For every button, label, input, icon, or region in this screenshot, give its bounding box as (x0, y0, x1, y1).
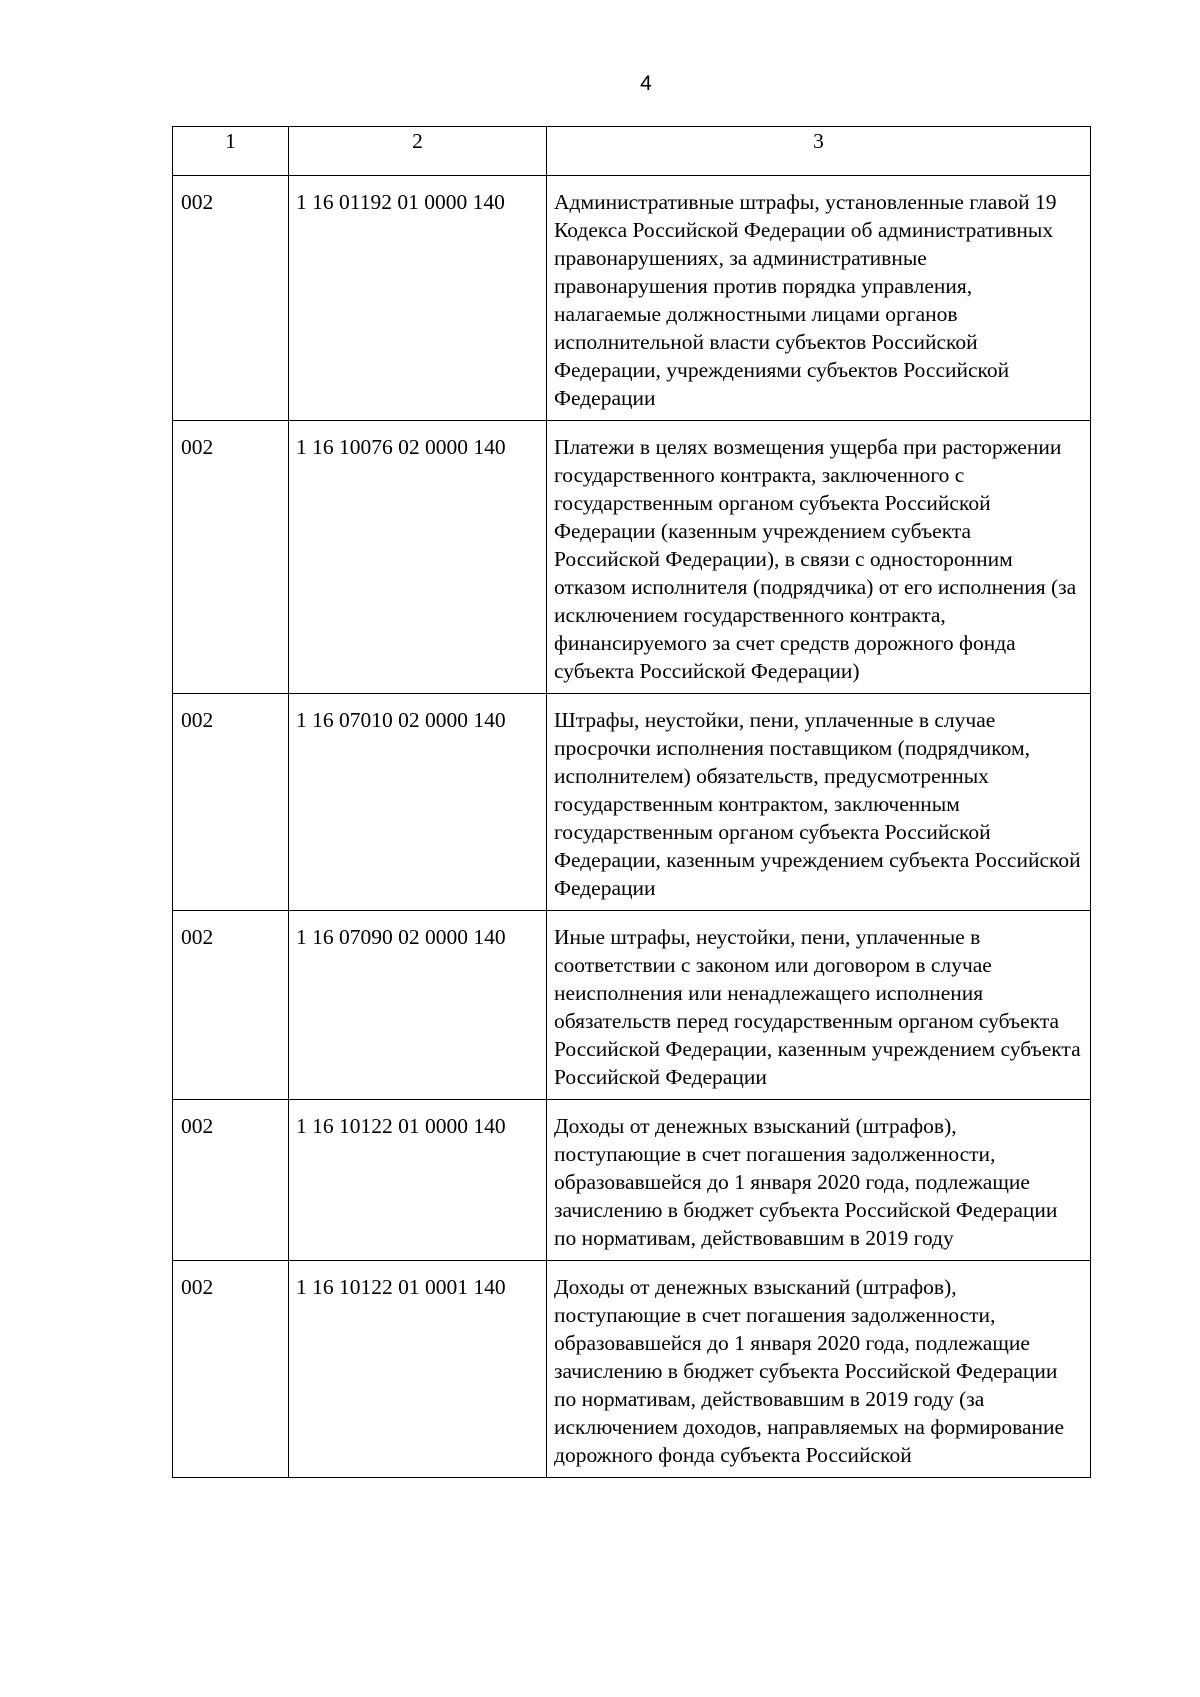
admin-code-cell: 002 (173, 176, 289, 421)
page-number: 4 (640, 72, 652, 95)
table-row (173, 176, 1091, 421)
admin-code-cell: 002 (173, 1261, 289, 1478)
description-cell: Платежи в целях возмещения ущерба при расторжении государственного контракта, заключенного с государственным органом субъекта Российской Федерации (казенным учреждением субъекта Российской Федерации), в связи с односторонним отказом исполнителя (подрядчика) от его исполнения (за исключением государственного контракта, финансируемого за счет средств дорожного фонда субъекта Российской Федерации) (547, 421, 1091, 694)
admin-code-cell: 002 (173, 421, 289, 694)
column-header-1: 1 (173, 127, 289, 176)
table-row (173, 911, 1091, 1100)
column-header-3: 3 (547, 127, 1091, 176)
table-row (173, 694, 1091, 911)
column-header-2: 2 (289, 127, 547, 176)
admin-code-cell: 002 (173, 911, 289, 1100)
admin-code-cell: 002 (173, 1100, 289, 1261)
table-row (173, 1100, 1091, 1261)
table-row (173, 421, 1091, 694)
table-header-row (173, 127, 1091, 176)
revenue-codes-table (172, 126, 1091, 1478)
admin-code-cell: 002 (173, 694, 289, 911)
kbk-code-cell: 1 16 01192 01 0000 140 (289, 176, 547, 421)
kbk-code-cell: 1 16 10122 01 0001 140 (289, 1261, 547, 1478)
kbk-code-cell: 1 16 07090 02 0000 140 (289, 911, 547, 1100)
description-cell: Административные штрафы, установленные главой 19 Кодекса Российской Федерации об административных правонарушениях, за административные правонарушения против порядка управления, налагаемые должностными лицами органов исполнительной власти субъектов Российской Федерации, учреждениями субъектов Российской Федерации (547, 176, 1091, 421)
table-row (173, 1261, 1091, 1478)
description-cell: Доходы от денежных взысканий (штрафов), поступающие в счет погашения задолженности, образовавшейся до 1 января 2020 года, подлежащие зачислению в бюджет субъекта Российской Федерации по нормативам, действовавшим в 2019 году (за исключением доходов, направляемых на формирование дорожного фонда субъекта Российской (547, 1261, 1091, 1478)
description-cell: Иные штрафы, неустойки, пени, уплаченные в соответствии с законом или договором в случае неисполнения или ненадлежащего исполнения обязательств перед государственным органом субъекта Российской Федерации, казенным учреждением субъекта Российской Федерации (547, 911, 1091, 1100)
kbk-code-cell: 1 16 10076 02 0000 140 (289, 421, 547, 694)
kbk-code-cell: 1 16 10122 01 0000 140 (289, 1100, 547, 1261)
kbk-code-cell: 1 16 07010 02 0000 140 (289, 694, 547, 911)
description-cell: Доходы от денежных взысканий (штрафов), поступающие в счет погашения задолженности, образовавшейся до 1 января 2020 года, подлежащие зачислению в бюджет субъекта Российской Федерации по нормативам, действовавшим в 2019 году (547, 1100, 1091, 1261)
description-cell: Штрафы, неустойки, пени, уплаченные в случае просрочки исполнения поставщиком (подрядчиком, исполнителем) обязательств, предусмотренных государственным контрактом, заключенным государственным органом субъекта Российской Федерации, казенным учреждением субъекта Российской Федерации (547, 694, 1091, 911)
